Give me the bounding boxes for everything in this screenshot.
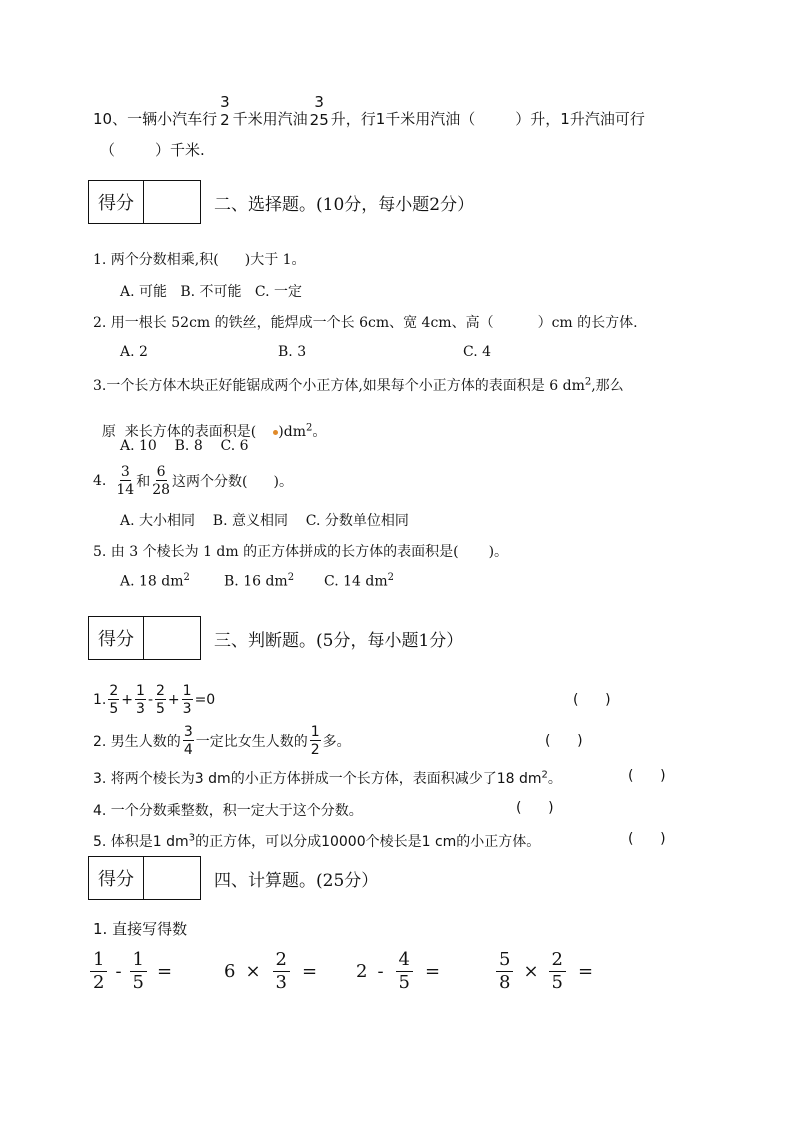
s3-j4-answer-paren[interactable]: ( ) [516,800,554,816]
s3-j2-text-b: 一定比女生人数的 [195,734,308,750]
s2-q4 [93,462,293,500]
score-box-section-2 [88,180,201,224]
s3-j2-f2-num: 1 [310,724,320,740]
s2-q3-line1 [93,375,624,395]
s3-j1-prefix: 1. [93,692,107,708]
s2-q2-option-c: C. 4 [463,344,492,360]
s4-e1-b-num: 1 [130,951,147,972]
s3-j5-text-a: 5. 体积是1 dm [93,834,189,850]
s3-j2-f1-den: 4 [183,742,193,758]
q10-fraction-2-den: 25 [309,110,329,129]
s4-e3-b-den: 5 [398,971,410,993]
s2-q4-prefix: 4. [93,473,107,489]
q10-text-1: 10、一辆小汽车行 [93,109,218,128]
q10-fraction-1-den: 2 [220,110,230,129]
q10-fraction-1 [219,92,231,129]
s4-e3-op: - [377,960,384,982]
s2-q4-fraction-2 [152,465,170,497]
s2-q4-f2-num: 6 [156,464,166,480]
s3-j2-frac-2 [310,725,321,757]
s4-e2-whole: 6 [224,960,236,982]
score-label: 得分 [89,181,144,223]
s2-q3-line2-end: 。 [312,424,327,440]
s3-j2 [93,720,351,762]
s4-expr-1 [88,946,172,996]
s3-j1-c-den: 5 [156,701,165,717]
s2-q1-text: 1. 两个分数相乘,积( [93,252,219,268]
q10-fraction-1-num: 3 [220,92,230,111]
s4-e2-op: × [245,960,261,982]
s4-e4-a-den: 8 [499,971,511,993]
s2-q5-opt-b-sup: 2 [287,572,295,583]
s2-q3-text: 3.一个长方体木块正好能锯成两个小正方体,如果每个小正方体的表面积是 6 dm [93,378,585,394]
s2-q3-line2-unit: )dm [278,424,306,440]
s3-j3-text: 3. 将两个棱长为3 dm的小正方体拼成一个长方体，表面积减少了18 dm [93,771,542,787]
s3-j5-answer-paren[interactable]: ( ) [628,831,666,847]
s4-e1-a-num: 1 [90,951,107,972]
score-label: 得分 [89,617,144,659]
s3-j3 [93,768,562,788]
s2-q5-option-c [324,572,394,590]
s2-q2 [93,312,638,332]
s3-j3-answer-paren[interactable]: ( ) [628,768,666,784]
q10-fraction-2-num: 3 [314,92,324,111]
s3-j2-f2-den: 2 [310,742,320,758]
s3-j1-d-den: 3 [182,701,192,717]
s4-e4-b-num: 2 [549,951,566,972]
s4-sub1-title: 1. 直接写得数 [93,920,188,938]
s4-e3-whole: 2 [356,960,368,982]
s2-q5-after: )。 [488,544,509,560]
s2-q3-line2 [93,405,326,441]
s2-q2-text: 2. 用一根长 52cm 的铁丝，能焊成一个长 6cm、宽 4cm、高（ [93,315,494,331]
s3-j1-frac-a [108,684,119,716]
s4-expr-3 [356,946,440,996]
s3-j1-frac-d [182,684,193,716]
s3-j5 [93,831,540,851]
s2-q1-after: )大于 1。 [244,252,306,268]
s3-j1-d-num: 1 [182,683,192,699]
s4-e4-a-num: 5 [496,951,513,972]
score-label: 得分 [89,857,144,899]
s4-expr-4 [494,946,593,996]
s3-j5-sup: 3 [188,832,196,844]
s3-j4: 4. 一个分数乘整数，积一定大于这个分数。 [93,803,363,819]
s4-e4-frac-a [496,948,513,993]
s2-q2-option-b: B. 3 [278,344,307,360]
s2-q4-and: 和 [136,474,151,490]
s4-e4-eq: = [578,960,594,982]
s4-e2-eq: = [302,960,318,982]
s2-q5-opt-a-sup: 2 [183,572,190,583]
s3-j1-op3: + [167,692,180,708]
s2-q4-f1-num: 3 [120,464,130,480]
s2-q3-sup1: 2 [584,376,592,388]
q10-text-3: 升，行1千米用汽油（ [330,109,476,128]
s3-j1-answer-paren[interactable]: ( ) [573,692,611,708]
s2-q4-fraction-1 [116,465,134,497]
s3-j5-text-b: 的正方体，可以分成10000个棱长是1 cm的小正方体。 [195,834,541,850]
s2-q5-text: 5. 由 3 个棱长为 1 dm 的正方体拼成的长方体的表面积是( [93,544,459,560]
s4-e1-frac-b [130,948,147,993]
s3-j2-text-c: 多。 [322,734,351,750]
s4-e3-eq: = [425,960,441,982]
s3-j2-answer-paren[interactable]: ( ) [545,733,583,749]
score-box-section-4 [88,856,201,900]
s3-j1-a-num: 2 [109,683,119,699]
s3-j2-frac-1 [183,725,194,757]
section-2-title: 二、选择题。(10分，每小题2分） [214,195,475,215]
s2-q4-f1-den: 14 [116,482,135,498]
s3-j2-f1-num: 3 [183,724,193,740]
s2-q2-option-a: A. 2 [120,344,148,360]
s4-e1-eq: = [157,960,173,982]
s4-e1-b-den: 5 [132,971,144,993]
s2-q5-option-a [120,572,190,590]
s2-q5-opt-a-text: A. 18 dm [120,573,184,590]
s3-j1-b-den: 3 [136,701,145,717]
section-4-title: 四、计算题。(25分） [214,871,379,891]
s3-j1-result: =0 [194,692,216,708]
s3-j1-a-den: 5 [109,701,119,717]
s4-e3-b-num: 4 [396,951,413,972]
s2-q4-f2-den: 28 [152,482,171,498]
s2-q2-after: ）cm 的长方体. [537,315,638,331]
s2-q1 [93,249,306,269]
s3-j1-c-num: 2 [156,683,165,699]
s2-q4-options: A. 大小相同 B. 意义相同 C. 分数单位相同 [120,513,409,529]
q10-fraction-2 [309,92,329,129]
s2-q4-text: 这两个分数( [172,474,248,490]
s4-e4-b-den: 5 [551,971,563,993]
score-box-section-3 [88,616,201,660]
s2-q3-options: A. 10 B. 8 C. 6 [120,438,249,454]
s4-e2-frac [273,948,290,993]
s3-j3-sup: 2 [541,769,548,781]
s4-e4-frac-b [549,948,566,993]
s3-j1-op2: - [147,692,153,708]
s4-e1-op: - [115,960,122,982]
s4-e3-frac [396,948,413,993]
s2-q1-options: A. 可能 B. 不可能 C. 一定 [120,284,303,300]
q10-open-paren: （ [100,141,116,159]
s3-j2-text-a: 2. 男生人数的 [93,734,181,750]
s4-expr-2 [224,946,317,996]
s2-q5-opt-b-text: B. 16 dm [224,573,288,590]
question-10-line2 [100,139,205,160]
s2-q3-sup2: 2 [305,422,313,434]
s4-e1-frac-a [90,948,107,993]
s3-j1-frac-b [135,684,146,716]
s2-q3-blank[interactable] [256,424,278,440]
section-3-title: 三、判断题。(5分，每小题1分） [214,631,464,651]
q10-text-4: ）升，1升汽油可行 [515,109,645,128]
q10-close-paren: ）千米. [155,141,205,159]
s4-e4-op: × [523,960,539,982]
s2-q5-option-b [224,572,294,590]
s2-q3-line2-text: 原 来长方体的表面积是( [101,424,257,440]
s2-q3-line1-end: ,那么 [591,378,624,394]
s4-e2-b-num: 2 [273,951,290,972]
s2-q5-opt-c-text: C. 14 dm [324,573,388,590]
s3-j1-frac-c [155,684,166,716]
s2-q5 [93,541,508,561]
q10-text-2: 千米用汽油 [232,109,308,128]
s4-e1-a-den: 2 [93,971,105,993]
s2-q4-end: )。 [273,474,293,490]
s3-j3-end: 。 [547,771,562,787]
s4-e2-b-den: 3 [275,971,287,993]
s2-q5-opt-c-sup: 2 [387,572,394,583]
s3-j1-b-num: 1 [136,683,145,699]
s3-j1 [93,679,215,721]
s3-j1-op1: + [121,692,134,708]
